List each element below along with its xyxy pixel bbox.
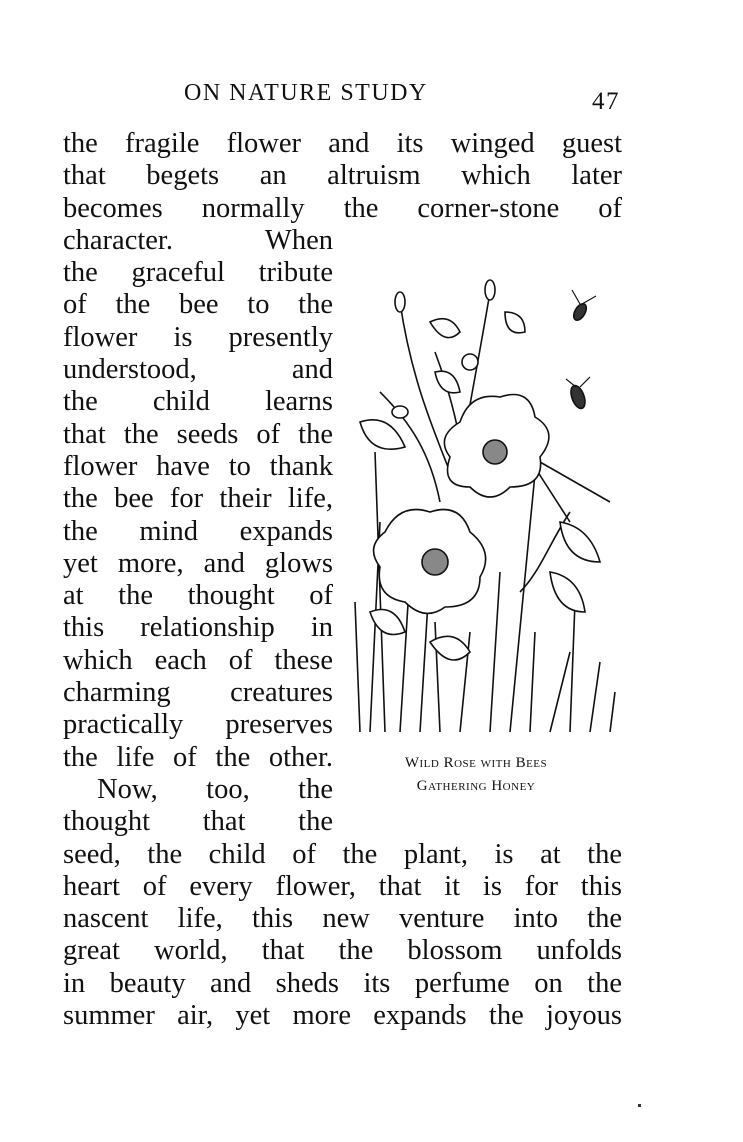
text-line: heart of every flower, that it is for this xyxy=(63,870,622,902)
text-line: this relationship in xyxy=(63,612,333,644)
running-title: ON NATURE STUDY xyxy=(184,80,428,106)
text-line: the life of the other. xyxy=(63,741,333,773)
text-line: the bee for their life, xyxy=(63,483,333,515)
text-line: nascent life, this new venture into the xyxy=(63,903,622,935)
text-line: thought that the xyxy=(63,806,333,838)
text-line: in beauty and sheds its perfume on the xyxy=(63,967,622,999)
text-line: practically preserves xyxy=(63,709,333,741)
figure-caption-line1: Wild Rose with Bees xyxy=(404,755,548,771)
text-line: which each of these xyxy=(63,644,333,676)
text-line: becomes normally the corner-stone of xyxy=(63,192,622,224)
text-line: flower is presently xyxy=(63,321,333,353)
text-line: charming creatures xyxy=(63,677,333,709)
text-line: that the seeds of the xyxy=(63,418,333,450)
text-line: understood, and xyxy=(63,354,333,386)
text-line: of the bee to the xyxy=(63,289,333,321)
text-line: summer air, yet more expands the joyous xyxy=(63,1000,622,1032)
text-line: Now, too, the xyxy=(97,773,333,805)
wild-rose-illustration xyxy=(340,272,624,734)
print-speck xyxy=(638,1104,641,1107)
bee-icon xyxy=(566,377,590,410)
text-line: seed, the child of the plant, is at the xyxy=(63,838,622,870)
figure-caption-line2: Gathering Honey xyxy=(416,778,536,794)
text-line: that begets an altruism which later xyxy=(63,160,622,192)
rose-flower-lower xyxy=(374,510,486,614)
text-line: yet more, and glows xyxy=(63,547,333,579)
text-line: the graceful tribute xyxy=(63,257,333,289)
text-line: the child learns xyxy=(63,386,333,418)
text-line: at the thought of xyxy=(63,580,333,612)
text-line: character. When xyxy=(63,224,333,256)
bee-icon xyxy=(571,290,596,322)
text-line: the fragile flower and its winged guest xyxy=(63,128,622,159)
rose-flower-upper xyxy=(444,395,549,498)
page-number: 47 xyxy=(592,88,620,115)
text-line: the mind expands xyxy=(63,515,333,547)
text-line: great world, that the blossom unfolds xyxy=(63,935,622,967)
text-line: flower have to thank xyxy=(63,450,333,482)
